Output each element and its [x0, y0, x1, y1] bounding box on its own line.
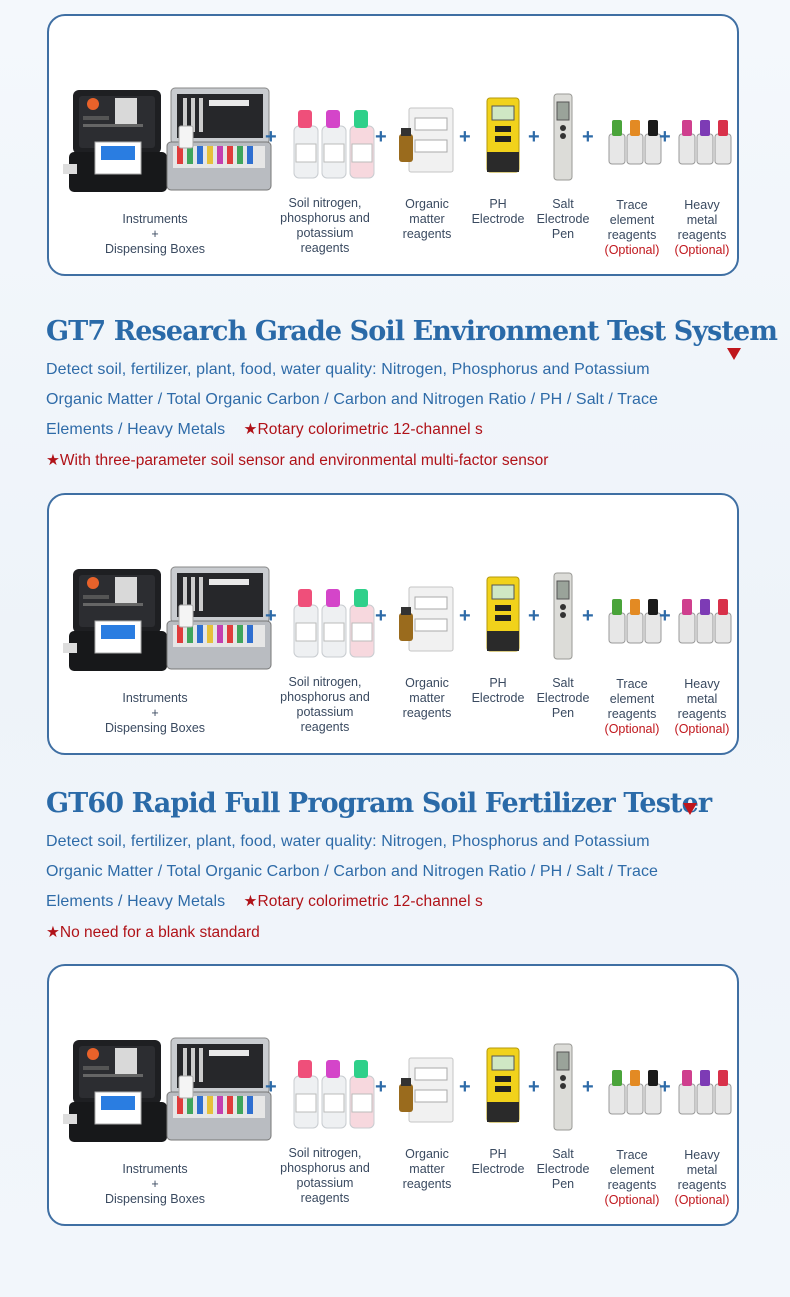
- plus-sign: +: [528, 126, 540, 148]
- ph-electrode-illustration: [483, 96, 523, 176]
- gt60-desc-line-3-text: Elements / Heavy Metals: [46, 893, 226, 910]
- plus-sign: +: [582, 605, 594, 627]
- plus-sign: +: [659, 605, 671, 627]
- npk-reagent-bottles-illustration: [290, 1054, 380, 1134]
- npk-reagent-bottles-illustration: [290, 104, 380, 184]
- heavy-metal-bottles-illustration: [677, 116, 733, 166]
- heavy-reagents-label: Heavy metal reagents (Optional): [674, 677, 730, 736]
- organic-reagents-label: Organic matter reagents: [402, 197, 452, 241]
- gt60-desc-line-3: [46, 887, 483, 917]
- plus-sign: +: [375, 605, 387, 627]
- plus-sign: +: [375, 126, 387, 148]
- trace-reagents-label: Trace element reagents (Optional): [604, 677, 660, 736]
- panel-kit-gt7: [47, 493, 739, 755]
- organic-reagent-box-illustration: [397, 1056, 457, 1126]
- ph-electrode-illustration: [483, 1046, 523, 1126]
- npk-reagent-bottles-illustration: [290, 583, 380, 663]
- plus-sign: +: [459, 605, 471, 627]
- gt7-triangle-marker: [727, 348, 741, 360]
- ph-electrode-label: PH Electrode: [471, 1147, 525, 1176]
- trace-reagents-label: Trace element reagents (Optional): [604, 1148, 660, 1207]
- ph-electrode-label: PH Electrode: [471, 197, 525, 226]
- npk-reagents-label: Soil nitrogen, phosphorus and potassium reagents: [280, 196, 370, 255]
- npk-reagents-label: Soil nitrogen, phosphorus and potassium reagents: [280, 1146, 370, 1205]
- gt7-desc-line-1: Detect soil, fertilizer, plant, food, water quality: Nitrogen, Phosphorus and Potassium: [46, 361, 650, 378]
- heavy-reagents-label: Heavy metal reagents (Optional): [674, 198, 730, 257]
- salt-electrode-pen-illustration: [551, 1042, 575, 1134]
- panel-kit-gt60: [47, 964, 739, 1226]
- gt7-desc-line-2: Organic Matter / Total Organic Carbon / Carbon and Nitrogen Ratio / PH / Salt / Trace: [46, 391, 659, 408]
- ph-electrode-illustration: [483, 575, 523, 655]
- gt7-title: GT7 Research Grade Soil Environment Test System: [46, 316, 777, 347]
- salt-electrode-pen-illustration: [551, 92, 575, 184]
- gt7-feature-inline: ★Rotary colorimetric 12-channel s: [243, 421, 483, 438]
- instrument-case-illustration: [59, 561, 279, 681]
- plus-sign: +: [375, 1076, 387, 1098]
- instruments-label: Instruments + Dispensing Boxes: [104, 691, 206, 735]
- plus-sign: +: [265, 126, 277, 148]
- gt60-feature-line: ★No need for a blank standard: [46, 924, 260, 941]
- gt60-desc-line-1: Detect soil, fertilizer, plant, food, water quality: Nitrogen, Phosphorus and Potassium: [46, 833, 650, 850]
- organic-reagents-label: Organic matter reagents: [402, 676, 452, 720]
- instrument-case-illustration: [59, 1032, 279, 1152]
- gt60-triangle-marker: [683, 803, 697, 815]
- ph-electrode-label: PH Electrode: [471, 676, 525, 705]
- trace-reagents-label: Trace element reagents (Optional): [604, 198, 660, 257]
- gt7-desc-line-3: [46, 415, 483, 445]
- trace-element-bottles-illustration: [607, 116, 663, 166]
- gt60-title: GT60 Rapid Full Program Soil Fertilizer Tester: [46, 788, 712, 819]
- plus-sign: +: [528, 1076, 540, 1098]
- salt-electrode-pen-illustration: [551, 571, 575, 663]
- plus-sign: +: [265, 605, 277, 627]
- plus-sign: +: [659, 126, 671, 148]
- organic-reagents-label: Organic matter reagents: [402, 1147, 452, 1191]
- organic-reagent-box-illustration: [397, 106, 457, 176]
- gt60-desc-line-2: Organic Matter / Total Organic Carbon / Carbon and Nitrogen Ratio / PH / Salt / Trace: [46, 863, 659, 880]
- npk-reagents-label: Soil nitrogen, phosphorus and potassium reagents: [280, 675, 370, 734]
- panel-kit-1: [47, 14, 739, 276]
- plus-sign: +: [582, 126, 594, 148]
- plus-sign: +: [459, 1076, 471, 1098]
- trace-element-bottles-illustration: [607, 595, 663, 645]
- salt-pen-label: Salt Electrode Pen: [536, 1147, 590, 1191]
- heavy-reagents-label: Heavy metal reagents (Optional): [674, 1148, 730, 1207]
- trace-element-bottles-illustration: [607, 1066, 663, 1116]
- instruments-label: Instruments + Dispensing Boxes: [104, 212, 206, 256]
- plus-sign: +: [528, 605, 540, 627]
- plus-sign: +: [582, 1076, 594, 1098]
- plus-sign: +: [265, 1076, 277, 1098]
- gt7-desc-line-3-text: Elements / Heavy Metals: [46, 421, 226, 438]
- organic-reagent-box-illustration: [397, 585, 457, 655]
- instrument-case-illustration: [59, 82, 279, 202]
- heavy-metal-bottles-illustration: [677, 595, 733, 645]
- plus-sign: +: [459, 126, 471, 148]
- gt60-feature-inline: ★Rotary colorimetric 12-channel s: [243, 893, 483, 910]
- plus-sign: +: [659, 1076, 671, 1098]
- salt-pen-label: Salt Electrode Pen: [536, 197, 590, 241]
- heavy-metal-bottles-illustration: [677, 1066, 733, 1116]
- instruments-label: Instruments + Dispensing Boxes: [104, 1162, 206, 1206]
- salt-pen-label: Salt Electrode Pen: [536, 676, 590, 720]
- gt7-feature-line: ★With three-parameter soil sensor and environmental multi-factor sensor: [46, 452, 549, 469]
